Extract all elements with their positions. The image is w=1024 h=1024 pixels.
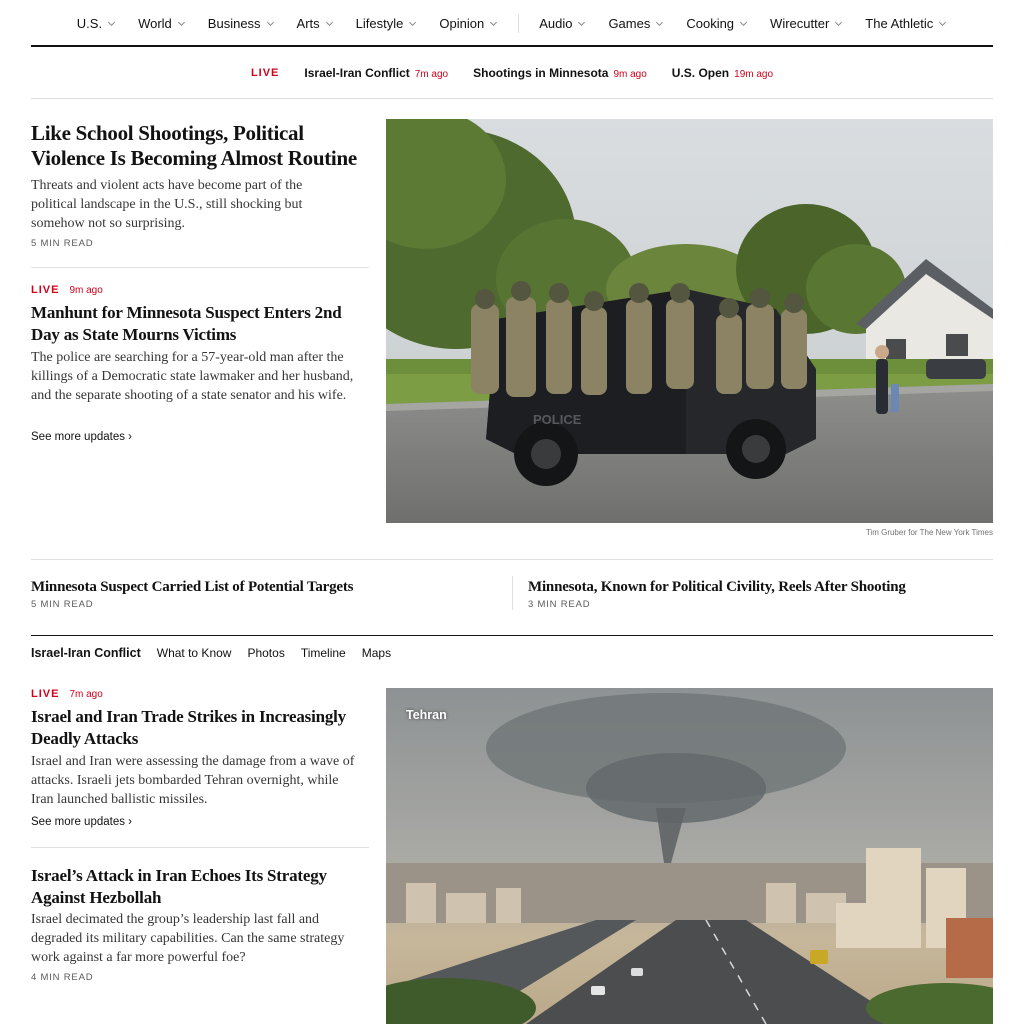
related-headline-2[interactable]: Minnesota, Known for Political Civility, Reels After Shooting [528, 579, 906, 595]
nav-item-label: Games [608, 15, 651, 31]
nav-item-label: Lifestyle [355, 15, 404, 31]
iran-summary: Israel and Iran were assessing the damage from a wave of attacks. Israeli jets bombarded Tehran overnight, while Iran launched ballistic missiles. [31, 754, 355, 807]
nav-item-wirecutter[interactable] [759, 16, 854, 31]
vertical-divider [512, 576, 513, 610]
live-label: LIVE [250, 66, 280, 79]
vehicle-police-text: POLICE [533, 412, 582, 427]
subnav-link-photos[interactable]: Photos [247, 646, 285, 660]
divider [31, 559, 993, 560]
live-timestamp: 7m ago [69, 689, 103, 700]
divider [31, 847, 369, 848]
tehran-image[interactable] [386, 688, 993, 1024]
chevron-down-icon [834, 19, 843, 28]
chevron-down-icon [739, 19, 748, 28]
live-topic-timestamp: 7m ago [414, 68, 449, 80]
manhunt-headline[interactable]: Manhunt for Minnesota Suspect Enters 2nd Day as State Mourns Victims [31, 303, 342, 344]
divider [31, 267, 369, 268]
nav-item-business[interactable] [197, 16, 286, 31]
nav-item-label: Opinion [439, 15, 485, 31]
nav-item-cooking[interactable] [675, 16, 759, 31]
related-readtime-2: 3 MIN READ [528, 599, 591, 610]
live-topic-israel-iran[interactable] [304, 66, 448, 80]
live-topic-timestamp: 19m ago [734, 68, 774, 80]
nav-divider [518, 14, 519, 33]
nav-item-label: Business [207, 15, 261, 31]
nav-item-label: Arts [296, 15, 320, 31]
lead-summary: Threats and violent acts have become part of the political landscape in the U.S., still shocking but somehow not so surprising. [31, 178, 303, 231]
related-headline-1[interactable]: Minnesota Suspect Carried List of Potential Targets [31, 579, 354, 595]
see-more-updates-link[interactable]: See more updates › [31, 816, 133, 828]
nav-item-label: Wirecutter [770, 15, 830, 31]
chevron-down-icon [938, 19, 947, 28]
live-tag: LIVE [31, 284, 60, 296]
live-topic-title: U.S. Open [671, 65, 730, 80]
chevron-down-icon [325, 19, 334, 28]
nav-item-label: U.S. [76, 15, 103, 31]
chevron-down-icon [266, 19, 275, 28]
subnav-link-maps[interactable]: Maps [361, 646, 392, 660]
nav-item-label: World [138, 15, 172, 31]
live-timestamp: 9m ago [69, 285, 103, 296]
related-readtime-1: 5 MIN READ [31, 599, 94, 610]
nav-item-label: The Athletic [865, 15, 934, 31]
nav-item-lifestyle[interactable] [345, 16, 429, 31]
lead-readtime: 5 MIN READ [31, 238, 94, 249]
image-location-label: Tehran [406, 708, 447, 722]
subnav-link-timeline[interactable]: Timeline [300, 646, 346, 660]
nav-item-us[interactable] [66, 16, 127, 31]
chevron-down-icon [107, 19, 116, 28]
israel-iran-subnav [31, 646, 407, 660]
section-navigation [31, 0, 993, 47]
lead-headline[interactable]: Like School Shootings, Political Violence Is Becoming Almost Routine [31, 121, 357, 170]
hezbollah-readtime: 4 MIN READ [31, 972, 94, 983]
nav-item-label: Audio [539, 15, 573, 31]
live-topic-title: Israel-Iran Conflict [304, 65, 410, 80]
chevron-down-icon [577, 19, 586, 28]
tehran-skyline-photo [386, 688, 993, 1024]
live-indicator [31, 688, 103, 700]
section-nav-items [31, 13, 993, 33]
iran-headline[interactable]: Israel and Iran Trade Strikes in Increasingly Deadly Attacks [31, 707, 346, 748]
live-indicator [31, 284, 103, 296]
subnav-link-what-to-know[interactable]: What to Know [156, 646, 232, 660]
hezbollah-headline[interactable]: Israel’s Attack in Iran Echoes Its Strategy Against Hezbollah [31, 866, 327, 907]
nav-item-label: Cooking [686, 15, 735, 31]
live-topic-timestamp: 9m ago [613, 68, 647, 80]
live-tag: LIVE [31, 688, 60, 700]
chevron-down-icon [655, 19, 664, 28]
nav-item-the-athletic[interactable] [854, 16, 958, 31]
chevron-down-icon [489, 19, 498, 28]
nav-item-opinion[interactable] [428, 16, 509, 31]
section-divider [31, 635, 993, 636]
live-topic-us-open[interactable] [672, 66, 773, 80]
chevron-down-icon [408, 19, 417, 28]
nav-item-games[interactable] [597, 16, 675, 31]
live-topic-minnesota[interactable] [473, 66, 647, 80]
image-credit: Tim Gruber for The New York Times [865, 528, 993, 537]
manhunt-summary: The police are searching for a 57-year-old man after the killings of a Democratic state lawmaker and her husband, and the separate shooting of a state senator and his wife. [31, 350, 354, 403]
nav-item-world[interactable] [127, 16, 197, 31]
live-topic-title: Shootings in Minnesota [473, 65, 609, 80]
live-updates-bar [31, 47, 993, 99]
nav-item-arts[interactable] [286, 16, 345, 31]
subnav-section-label[interactable]: Israel-Iran Conflict [31, 646, 141, 660]
nav-item-audio[interactable] [528, 16, 597, 31]
lead-story-image[interactable] [386, 119, 993, 523]
chevron-down-icon [177, 19, 186, 28]
see-more-updates-link[interactable]: See more updates › [31, 431, 133, 443]
police-vehicle-photo [386, 119, 993, 523]
hezbollah-summary: Israel decimated the group’s leadership last fall and degraded its military capabilities. Can the same strategy work against a far more powerful foe? [31, 912, 345, 965]
